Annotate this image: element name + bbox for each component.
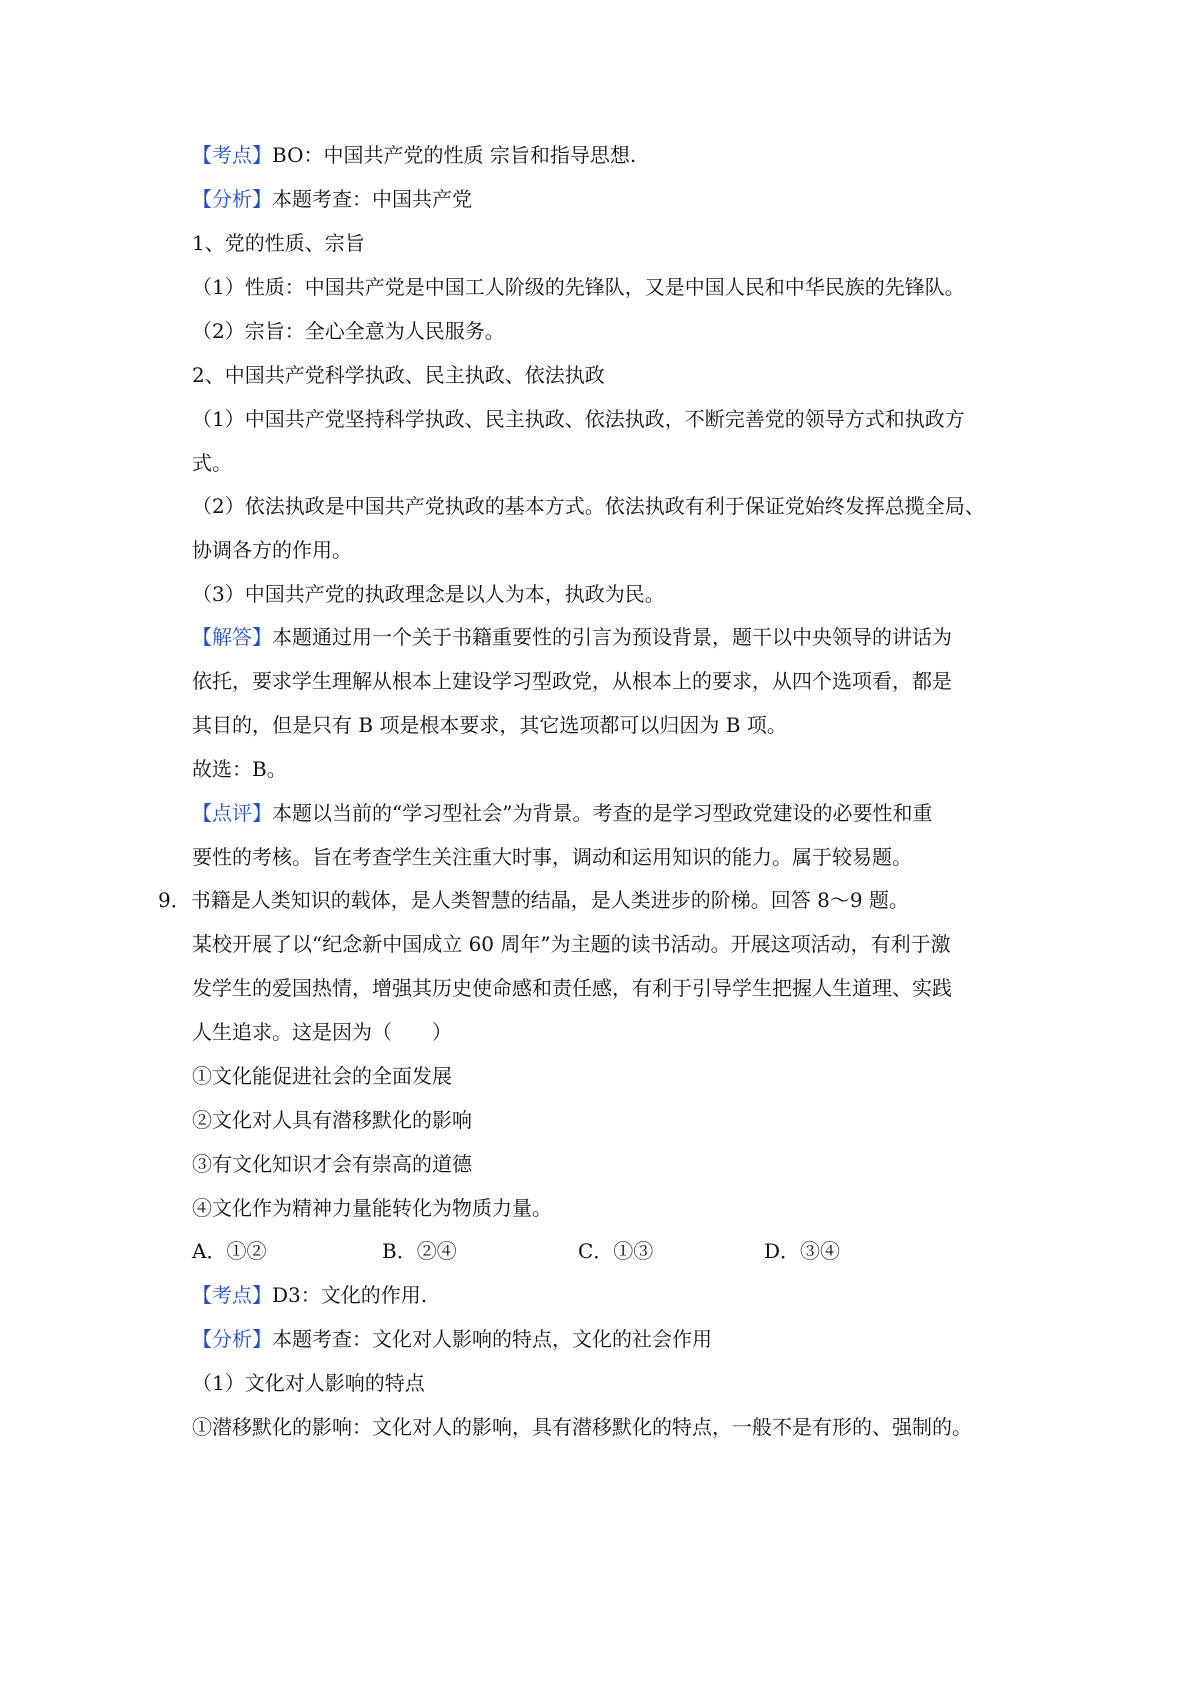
kaodian-tag: 【考点】 — [192, 1283, 272, 1307]
fenxi-text: 本题考查：文化对人影响的特点，文化的社会作用 — [272, 1327, 712, 1351]
question-body-line: 某校开展了以“纪念新中国成立 60 周年”为主题的读书活动。开展这项活动，有利于激 — [192, 932, 951, 956]
answer-line: 故选：B。 — [192, 757, 287, 781]
kaodian-text: BO：中国共产党的性质 宗旨和指导思想. — [272, 143, 637, 167]
kaodian-tag: 【考点】 — [192, 143, 272, 167]
analysis-line: （1）文化对人影响的特点 — [192, 1371, 425, 1395]
analysis-line: 协调各方的作用。 — [192, 538, 352, 562]
fenxi-line — [192, 1325, 712, 1353]
statement-item: ③有文化知识才会有崇高的道德 — [192, 1152, 472, 1176]
analysis-line: 1、党的性质、宗旨 — [192, 231, 365, 255]
question-9-stem-line — [158, 886, 909, 914]
option-d[interactable]: D．③④ — [764, 1239, 841, 1263]
analysis-line: （2）宗旨：全心全意为人民服务。 — [192, 319, 505, 343]
dianping-text: 本题以当前的“学习型社会”为背景。考查的是学习型政党建设的必要性和重 — [272, 801, 933, 825]
fenxi-tag: 【分析】 — [192, 1327, 272, 1351]
jieda-continuation: 依托，要求学生理解从根本上建设学习型政党，从根本上的要求，从四个选项看，都是 — [192, 669, 952, 693]
analysis-line: （2）依法执政是中国共产党执政的基本方式。依法执政有利于保证党始终发挥总揽全局、 — [192, 494, 985, 518]
fenxi-text: 本题考查：中国共产党 — [272, 187, 472, 211]
option-b[interactable]: B．②④ — [382, 1239, 457, 1263]
question-number: 9． — [158, 888, 191, 912]
analysis-line: 式。 — [192, 451, 232, 475]
analysis-line: 2、中国共产党科学执政、民主执政、依法执政 — [192, 363, 605, 387]
fenxi-tag: 【分析】 — [192, 187, 272, 211]
dianping-line — [192, 799, 932, 827]
analysis-line: ①潜移默化的影响：文化对人的影响，具有潜移默化的特点，一般不是有形的、强制的。 — [192, 1415, 972, 1439]
jieda-tag: 【解答】 — [192, 625, 272, 649]
fenxi-line — [192, 185, 472, 213]
dianping-continuation: 要性的考核。旨在考查学生关注重大时事，调动和运用知识的能力。属于较易题。 — [192, 845, 912, 869]
kaodian-line — [192, 141, 636, 169]
jieda-text: 本题通过用一个关于书籍重要性的引言为预设背景，题干以中央领导的讲话为 — [272, 625, 952, 649]
option-a[interactable]: A．①② — [192, 1239, 267, 1263]
analysis-line: （1）性质：中国共产党是中国工人阶级的先锋队，又是中国人民和中华民族的先锋队。 — [192, 275, 965, 299]
question-body-line: 人生追求。这是因为（ ） — [192, 1020, 452, 1044]
statement-item: ①文化能促进社会的全面发展 — [192, 1064, 452, 1088]
kaodian-line — [192, 1281, 427, 1309]
jieda-line — [192, 623, 952, 651]
kaodian-text: D3：文化的作用. — [272, 1283, 428, 1307]
option-c[interactable]: C．①③ — [578, 1239, 654, 1263]
dianping-tag: 【点评】 — [192, 801, 272, 825]
analysis-line: （3）中国共产党的执政理念是以人为本，执政为民。 — [192, 582, 665, 606]
analysis-line: （1）中国共产党坚持科学执政、民主执政、依法执政，不断完善党的领导方式和执政方 — [192, 407, 965, 431]
statement-item: ②文化对人具有潜移默化的影响 — [192, 1108, 472, 1132]
jieda-continuation: 其目的，但是只有 B 项是根本要求，其它选项都可以归因为 B 项。 — [192, 713, 787, 737]
statement-item: ④文化作为精神力量能转化为物质力量。 — [192, 1196, 552, 1220]
question-stem: 书籍是人类知识的载体，是人类智慧的结晶，是人类进步的阶梯。回答 8～9 题。 — [190, 888, 909, 912]
question-body-line: 发学生的爱国热情，增强其历史使命感和责任感，有利于引导学生把握人生道理、实践 — [192, 976, 952, 1000]
